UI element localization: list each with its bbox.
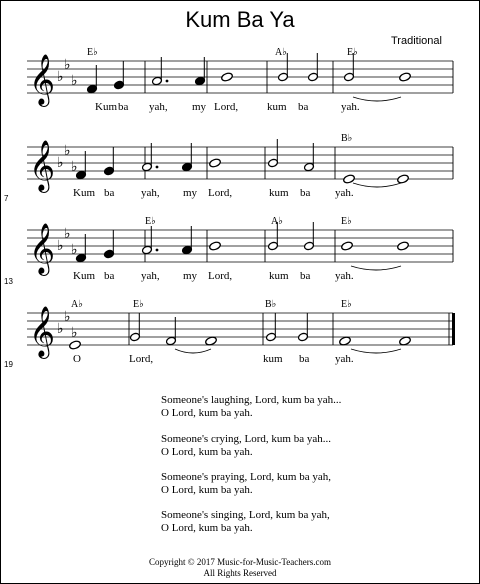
note-head	[339, 336, 352, 346]
tie-slur	[353, 97, 401, 101]
lyric-syllable: Kum	[95, 101, 117, 113]
chord-symbol: A♭	[275, 47, 287, 58]
lyric-syllable: Lord,	[214, 101, 239, 113]
treble-clef-icon: 𝄞	[29, 223, 56, 274]
lyric-syllable: ba	[104, 270, 115, 282]
flat-sign-icon: ♭	[64, 143, 71, 159]
flat-sign-icon: ♭	[71, 73, 78, 89]
tie-slur	[175, 349, 211, 353]
note-head	[343, 174, 356, 184]
tie-slur	[351, 349, 401, 353]
verse-3	[161, 471, 331, 497]
chord-symbol: E♭	[133, 299, 144, 310]
copyright-text: Copyright © 2017 Music-for-Music-Teachers.com	[149, 557, 331, 567]
lyric-syllable: yah,	[141, 270, 160, 282]
staff-system-3	[4, 216, 453, 286]
lyric-syllable: yah,	[149, 101, 168, 113]
lyric-syllable: Lord,	[208, 270, 233, 282]
verse-2-line-2: O Lord, kum ba yah.	[161, 446, 253, 458]
lyric-syllable: Kum	[73, 187, 95, 199]
song-title: Kum Ba Ya	[185, 7, 295, 32]
treble-clef-icon: 𝄞	[29, 54, 56, 105]
chord-symbol: E♭	[341, 216, 352, 227]
augmentation-dot	[166, 80, 169, 83]
chord-symbol: B♭	[341, 133, 353, 144]
flat-sign-icon: ♭	[71, 242, 78, 258]
verse-1	[161, 394, 341, 420]
lyric-syllable: yah.	[341, 101, 360, 113]
lyric-syllable: ba	[299, 353, 310, 365]
lyric-syllable: ba	[300, 187, 311, 199]
flat-sign-icon: ♭	[57, 321, 64, 337]
verse-1-line-2: O Lord, kum ba yah.	[161, 407, 253, 419]
lyric-syllable: yah.	[335, 353, 354, 365]
note-head	[209, 158, 222, 168]
flat-sign-icon: ♭	[71, 159, 78, 175]
lyric-syllable: Kum	[73, 270, 95, 282]
lyric-syllable: my	[192, 101, 207, 113]
lyric-syllable: kum	[263, 353, 283, 365]
song-credit: Traditional	[391, 35, 442, 47]
augmentation-dot	[156, 166, 159, 169]
chord-symbol: E♭	[145, 216, 156, 227]
rights-text: All Rights Reserved	[203, 568, 277, 578]
lyric-syllable: O	[73, 353, 81, 365]
flat-sign-icon: ♭	[64, 57, 71, 73]
verse-4	[161, 509, 330, 535]
tie-slur	[351, 266, 401, 270]
lyric-syllable: Lord,	[208, 187, 233, 199]
note-head	[397, 241, 410, 251]
flat-sign-icon: ♭	[57, 238, 64, 254]
chord-symbol: E♭	[87, 47, 98, 58]
chord-symbol: A♭	[71, 299, 83, 310]
lyric-syllable: ba	[300, 270, 311, 282]
note-head	[69, 340, 82, 350]
note-head	[341, 241, 354, 251]
lyric-syllable: yah,	[141, 187, 160, 199]
chord-symbol: B♭	[265, 299, 277, 310]
verse-2-line-1: Someone's crying, Lord, kum ba yah...	[161, 433, 332, 445]
note-head	[399, 72, 412, 82]
lyric-syllable: ba	[104, 187, 115, 199]
note-head	[205, 336, 218, 346]
tie-slur	[353, 183, 401, 187]
flat-sign-icon: ♭	[64, 309, 71, 325]
treble-clef-icon: 𝄞	[29, 306, 56, 357]
chord-symbol: E♭	[347, 47, 358, 58]
final-barline-thick	[452, 313, 455, 345]
measure-number: 13	[4, 277, 13, 286]
lyric-syllable: kum	[269, 270, 289, 282]
note-head	[209, 241, 222, 251]
measure-number: 19	[4, 360, 13, 369]
lyric-syllable: kum	[267, 101, 287, 113]
chord-symbol: A♭	[271, 216, 283, 227]
verse-4-line-1: Someone's singing, Lord, kum ba yah,	[161, 509, 330, 521]
lyric-syllable: ba	[298, 101, 309, 113]
note-head	[221, 72, 234, 82]
lyric-syllable: kum	[269, 187, 289, 199]
music-score	[1, 1, 479, 391]
treble-clef-icon: 𝄞	[29, 140, 56, 191]
verse-1-line-1: Someone's laughing, Lord, kum ba yah...	[161, 394, 342, 406]
staff-system-2	[4, 133, 453, 203]
verse-3-line-2: O Lord, kum ba yah.	[161, 484, 253, 496]
verse-3-line-1: Someone's praying, Lord, kum ba yah,	[161, 471, 332, 483]
lyric-syllable: yah.	[335, 187, 354, 199]
staff-system-1	[27, 47, 453, 113]
verse-4-line-2: O Lord, kum ba yah.	[161, 522, 253, 534]
chord-symbol: E♭	[341, 299, 352, 310]
lyric-syllable: yah.	[335, 270, 354, 282]
lyric-syllable: ba	[118, 101, 129, 113]
augmentation-dot	[156, 249, 159, 252]
note-head	[397, 174, 410, 184]
lyric-syllable: Lord,	[129, 353, 154, 365]
flat-sign-icon: ♭	[71, 325, 78, 341]
lyric-syllable: my	[183, 270, 198, 282]
footer	[1, 557, 479, 579]
note-head	[399, 336, 412, 346]
staff-system-4	[4, 299, 455, 369]
flat-sign-icon: ♭	[64, 226, 71, 242]
verse-2	[161, 433, 331, 459]
flat-sign-icon: ♭	[57, 155, 64, 171]
lyric-syllable: my	[183, 187, 198, 199]
measure-number: 7	[4, 194, 9, 203]
flat-sign-icon: ♭	[57, 69, 64, 85]
